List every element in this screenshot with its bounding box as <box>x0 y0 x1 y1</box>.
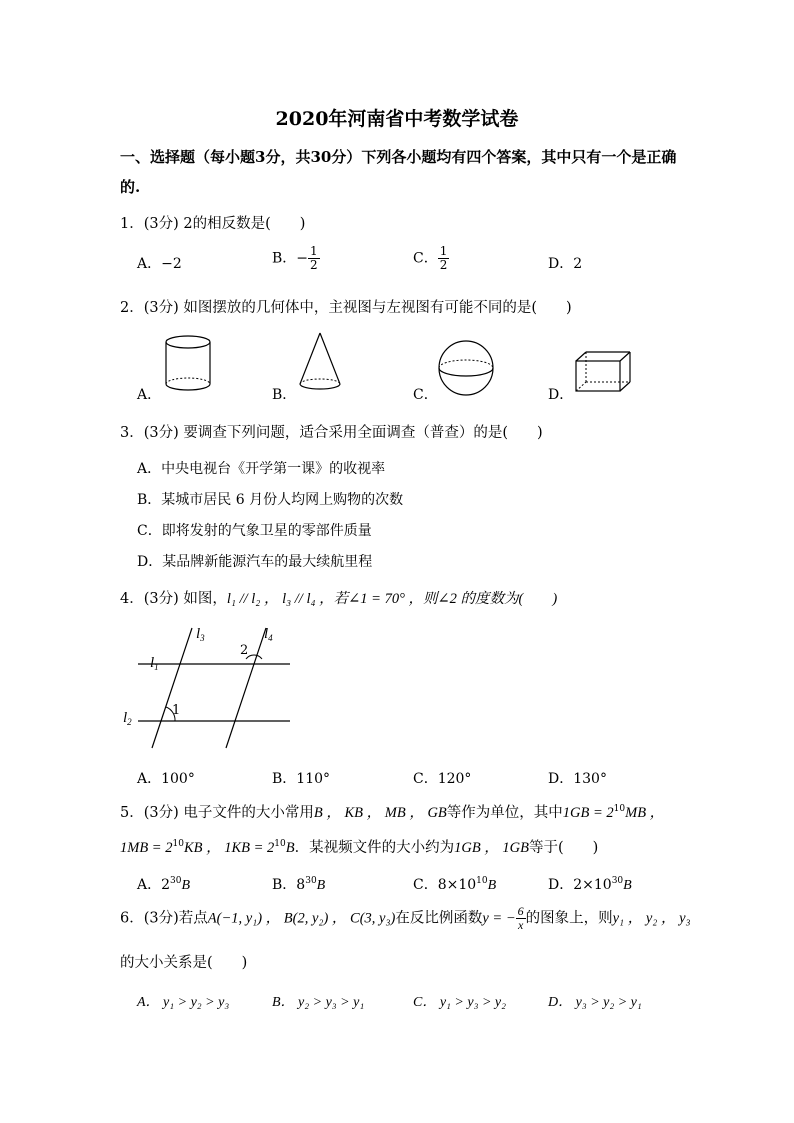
q5-line2-desc: ．某视频文件的大小约为 <box>294 840 455 856</box>
angle-1-label: 1 <box>172 703 181 718</box>
cylinder-figure <box>160 333 216 395</box>
q5-line1-eq: 1GB = 2 <box>562 805 614 821</box>
q5-line1-exponent: 10 <box>613 804 626 814</box>
q1-option-d <box>548 253 582 273</box>
q5-line2-size: 1GB ， 1GB <box>454 840 530 856</box>
label-l4-letter: l <box>264 626 269 642</box>
q1-option-b-fraction <box>308 245 320 272</box>
label-l4-subscript: 4 <box>268 633 273 643</box>
q1-option-c-denominator: 2 <box>439 258 448 272</box>
q5-line2-exponent2: 10 <box>274 839 286 849</box>
q6-line1-mid: 在反比例函数 <box>395 910 483 927</box>
q2-label-b: B． <box>272 387 297 403</box>
q1-option-c-numerator: 1 <box>439 244 448 258</box>
q6-line1-vars: y₁ ， y₂ ， y₃ <box>612 910 691 927</box>
cone-figure <box>296 330 344 394</box>
q5-option-d <box>548 874 632 894</box>
q6-option-c: C． y₁ > y₃ > y₂ <box>413 995 506 1010</box>
q5-option-d-exponent: 30 <box>611 876 624 886</box>
section-heading-line1: 一、选择题（每小题3分，共30分）下列各小题均有四个答案，其中只有一个是正确 <box>120 148 677 166</box>
q5-option-b <box>272 874 325 894</box>
label-l1-subscript: 1 <box>154 662 159 672</box>
label-l4 <box>264 626 273 643</box>
q5-option-c-base: 8×10 <box>437 877 477 893</box>
q6-function-numerator: 6 <box>517 904 524 918</box>
label-l3-letter: l <box>196 626 201 642</box>
label-l3 <box>196 626 205 643</box>
q5-option-a-unit: B <box>181 878 191 893</box>
question-6-line1 <box>120 905 691 932</box>
q6-option-d: D． y₃ > y₂ > y₁ <box>548 995 642 1010</box>
q5-line2-eq2: KB ， 1KB = 2 <box>183 840 275 856</box>
q2-label-c: C． <box>413 387 438 403</box>
label-l2-subscript: 2 <box>127 717 132 727</box>
q5-option-a-exponent: 30 <box>170 876 182 886</box>
q1-option-a-label: A． <box>137 256 162 272</box>
q1-option-b-label: B． <box>272 250 297 267</box>
section-heading-line2: 的. <box>120 178 141 196</box>
q1-option-d-label: D． <box>548 256 574 272</box>
q5-line2-eq1: 1MB = 2 <box>120 840 173 856</box>
question-1-text: 1．(3分) 2的相反数是( ) <box>120 216 306 232</box>
q1-option-a-value: −2 <box>161 256 182 272</box>
q5-option-d-unit: B <box>623 878 632 893</box>
q4-option-d: D．130° <box>548 771 607 787</box>
q5-line1-end: MB ， <box>625 805 665 821</box>
q5-line1-mid: 等作为单位，其中 <box>446 805 563 821</box>
q5-line1-units: B ， KB ， MB ， GB <box>313 805 447 821</box>
q5-option-b-exponent: 30 <box>305 876 317 886</box>
page-title: 2020年河南省中考数学试卷 <box>275 108 519 130</box>
q5-option-d-base: 2×10 <box>573 877 612 893</box>
q5-option-d-label: D． <box>548 877 574 893</box>
q1-option-b-numerator: 1 <box>310 244 318 258</box>
q2-label-d: D． <box>548 387 574 403</box>
q6-option-b: B． y₂ > y₃ > y₁ <box>272 995 365 1010</box>
q1-option-d-value: 2 <box>573 256 583 272</box>
q5-option-c <box>413 874 496 894</box>
question-6-line2: 的大小关系是( ) <box>120 955 248 971</box>
q5-line2-exponent1: 10 <box>172 839 184 849</box>
q5-option-b-label: B． <box>272 877 297 893</box>
q3-option-d: D．某品牌新能源汽车的最大续航里程 <box>137 554 373 570</box>
q4-text-condition: l₁ // l₂ ， l₃ // l₄ ，若∠1 = 70° ，则∠2 的度数为( ) <box>226 591 558 607</box>
label-l2-letter: l <box>123 710 128 726</box>
question-2-text: 2．(3分) 如图摆放的几何体中，主视图与左视图有可能不同的是( ) <box>120 300 572 316</box>
q3-option-a: A．中央电视台《开学第一课》的收视率 <box>137 461 386 477</box>
q3-option-c: C．即将发射的气象卫星的零部件质量 <box>137 523 372 539</box>
cuboid-figure <box>572 349 634 397</box>
q1-option-c <box>413 245 449 272</box>
question-4-text <box>120 587 557 608</box>
label-l1-letter: l <box>150 655 155 671</box>
q4-text-prefix: 4．(3分) 如图， <box>120 591 227 607</box>
q6-function-fraction <box>516 905 526 932</box>
q6-line1-after: 的图象上，则 <box>525 910 613 927</box>
q5-option-c-unit: B <box>487 878 497 893</box>
q5-line1-intro: 5．(3分) 电子文件的大小常用 <box>120 805 314 821</box>
q5-option-b-base: 8 <box>296 877 306 893</box>
q5-line2-end: 等于( ) <box>529 840 599 856</box>
q6-option-a: A． y₁ > y₂ > y₃ <box>137 995 230 1010</box>
label-l2 <box>123 710 132 727</box>
q5-option-a-label: A． <box>137 877 162 893</box>
question-5-line2 <box>120 836 598 857</box>
q6-function-denominator: x <box>517 918 524 932</box>
question-3-text: 3．(3分) 要调查下列问题，适合采用全面调查（普查）的是( ) <box>120 425 543 441</box>
angle-2-label: 2 <box>240 643 249 658</box>
label-l1 <box>150 655 159 672</box>
q3-option-b: B．某城市居民 6 月份人均网上购物的次数 <box>137 492 404 508</box>
q6-function-lhs: y = − <box>482 910 516 927</box>
q6-line1-intro: 6．(3分)若点 <box>120 910 208 927</box>
q1-option-b <box>272 245 320 272</box>
q1-option-b-sign: − <box>296 250 309 267</box>
q1-option-c-label: C． <box>413 250 438 267</box>
q4-option-b: B．110° <box>272 771 331 787</box>
q2-label-a: A． <box>137 387 162 403</box>
q1-option-b-denominator: 2 <box>310 258 318 272</box>
q5-option-c-exponent: 10 <box>476 876 488 886</box>
q6-points: A(−1, y₁) ， B(2, y₂) ， C(3, y₃) <box>207 910 396 927</box>
sphere-figure <box>436 338 496 398</box>
q5-option-a-base: 2 <box>161 877 171 893</box>
q1-option-c-fraction <box>438 245 450 272</box>
q5-option-a <box>137 874 190 894</box>
q4-option-a: A．100° <box>137 771 195 787</box>
question-5-line1 <box>120 801 664 822</box>
q5-option-c-label: C． <box>413 877 438 893</box>
q5-line2-unit: B <box>285 840 295 856</box>
label-l3-subscript: 3 <box>200 633 205 643</box>
q5-option-b-unit: B <box>316 878 326 893</box>
q4-option-c: C．120° <box>413 771 472 787</box>
q1-option-a <box>137 253 182 273</box>
